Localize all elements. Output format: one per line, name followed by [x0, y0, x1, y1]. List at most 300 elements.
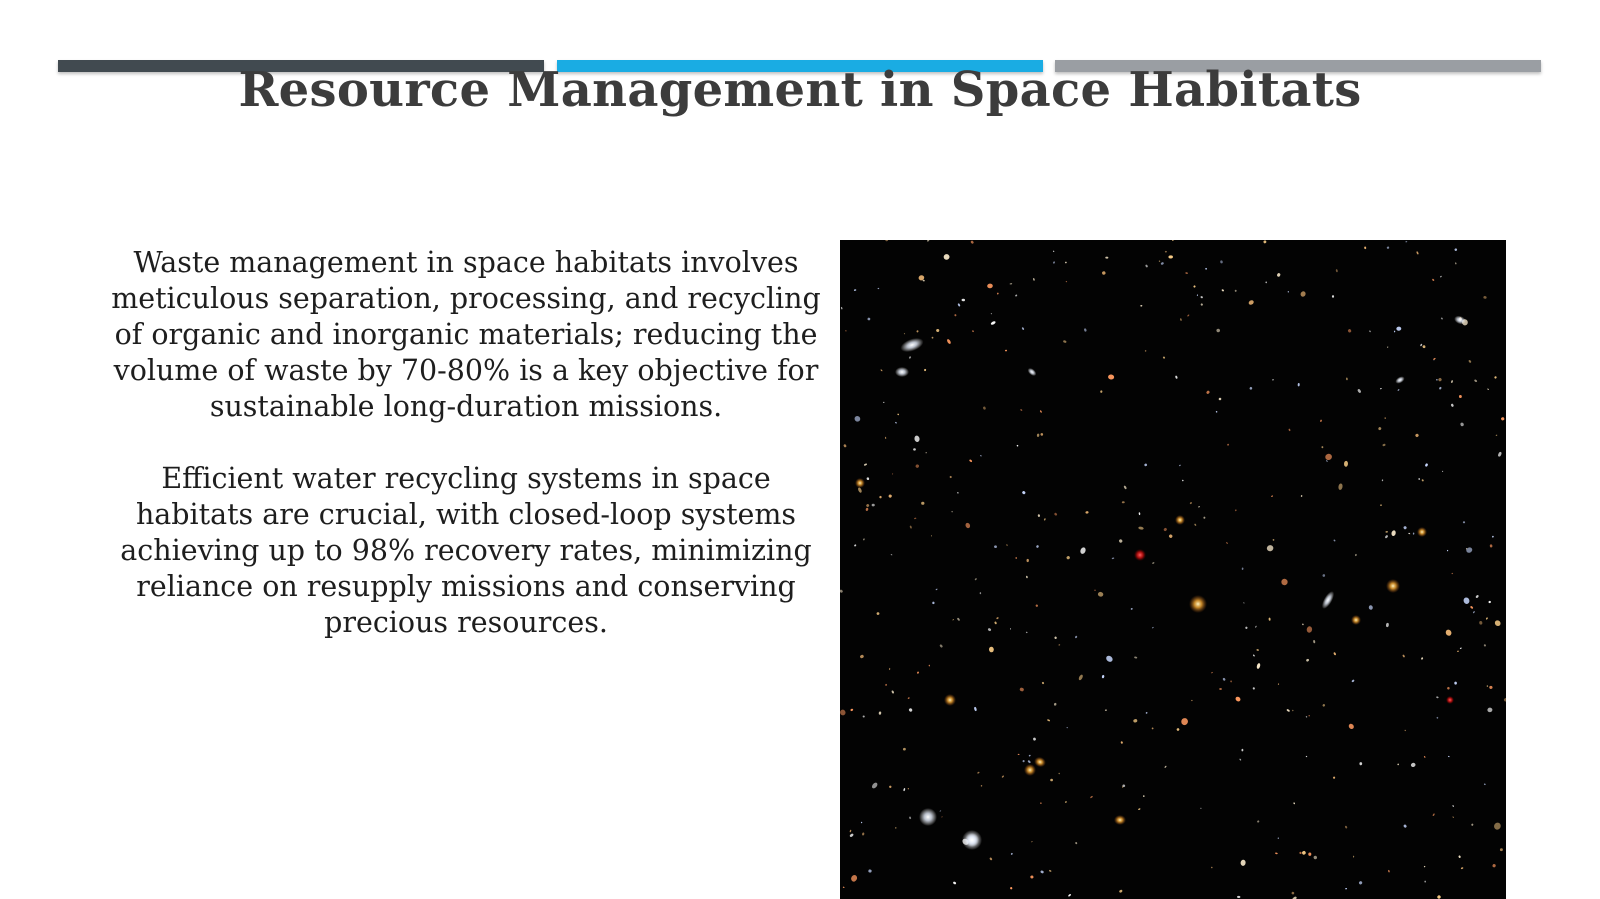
star [1222, 677, 1226, 681]
star [1451, 403, 1455, 407]
star [1203, 517, 1205, 519]
star [1255, 625, 1257, 627]
star [1275, 852, 1278, 854]
star [1457, 650, 1459, 652]
star [1134, 656, 1137, 659]
star [1044, 518, 1046, 521]
star [929, 665, 930, 667]
star [1494, 376, 1497, 379]
star [854, 544, 857, 547]
star [981, 785, 983, 787]
star [1382, 443, 1386, 446]
star [1378, 427, 1382, 431]
star [892, 473, 893, 474]
star [1040, 433, 1043, 436]
star [1194, 523, 1197, 526]
star [1346, 377, 1348, 380]
star [1018, 754, 1020, 755]
star [1403, 824, 1407, 828]
star [927, 240, 930, 242]
star [1344, 461, 1348, 467]
star [1021, 327, 1024, 330]
star [1308, 852, 1311, 855]
star [868, 869, 872, 873]
star [917, 671, 920, 674]
star [1227, 443, 1230, 446]
star [1256, 663, 1261, 670]
star [1394, 331, 1396, 333]
star [1473, 611, 1476, 614]
star [1105, 709, 1107, 710]
star [1474, 379, 1478, 382]
star [1380, 388, 1382, 390]
star [1385, 535, 1389, 539]
star [1230, 680, 1233, 683]
star [1242, 567, 1244, 570]
star [1220, 260, 1223, 263]
star [889, 785, 892, 788]
star [980, 455, 982, 457]
star [1049, 870, 1052, 873]
star [1422, 345, 1425, 348]
star [1293, 802, 1295, 804]
star [1197, 294, 1198, 296]
star [1500, 848, 1503, 851]
star [1100, 390, 1103, 393]
star [1235, 509, 1237, 511]
galaxy [1446, 696, 1454, 704]
star [1249, 387, 1252, 391]
star [939, 810, 941, 812]
star [913, 448, 916, 450]
paragraph-water: Efficient water recycling systems in space habitats are crucial, with closed-loop systems achieving up to 98% recovery rates, minimizing reliance on resupply missions and conserving precious resources. [120, 462, 812, 639]
star [1172, 240, 1174, 241]
star [1235, 290, 1237, 292]
star [1415, 433, 1420, 438]
star [1105, 654, 1114, 663]
star [974, 707, 977, 712]
star [1447, 687, 1450, 690]
star [1031, 841, 1033, 842]
star [916, 330, 919, 333]
star [1271, 495, 1273, 497]
galaxy-field-graphic [840, 240, 1506, 899]
star [1022, 760, 1025, 763]
star [1036, 545, 1039, 549]
star [1200, 296, 1203, 299]
star [1402, 654, 1405, 657]
star [840, 709, 846, 716]
galaxy [855, 478, 865, 488]
star [1345, 888, 1347, 890]
star [1452, 816, 1454, 818]
star [1152, 562, 1155, 564]
star [1027, 559, 1029, 562]
star [1245, 626, 1248, 629]
star [941, 816, 942, 818]
star [1240, 859, 1246, 866]
star [1487, 707, 1493, 712]
star [1075, 635, 1078, 638]
star [991, 313, 992, 314]
star [939, 644, 943, 648]
star [1143, 795, 1145, 797]
star [972, 330, 975, 333]
star [1436, 696, 1439, 698]
star [1009, 283, 1012, 285]
galaxy [1351, 615, 1361, 625]
star [1454, 682, 1457, 685]
star [840, 589, 843, 593]
star [1265, 281, 1267, 283]
star [1035, 604, 1038, 607]
star [1436, 717, 1438, 719]
star [1493, 821, 1502, 830]
star [1288, 428, 1291, 431]
star [1313, 640, 1315, 643]
star [1119, 889, 1123, 893]
star [1272, 379, 1274, 381]
star [1010, 853, 1013, 856]
star [854, 289, 857, 291]
star [1257, 820, 1260, 823]
star [1397, 763, 1399, 765]
star [1420, 343, 1423, 346]
star [1380, 504, 1382, 506]
star [1010, 887, 1013, 890]
star [885, 240, 888, 241]
star [1487, 685, 1489, 687]
galaxy [962, 830, 982, 850]
star [1206, 390, 1210, 394]
star [1084, 328, 1087, 332]
star [1291, 892, 1294, 895]
star [1105, 257, 1108, 259]
star [1468, 360, 1472, 364]
star [1391, 530, 1397, 537]
star [1348, 723, 1355, 730]
star [1347, 329, 1351, 334]
galaxy [1320, 589, 1337, 610]
star [1369, 330, 1372, 333]
star [1475, 594, 1479, 598]
star [876, 612, 879, 615]
star [1300, 290, 1307, 297]
star [989, 857, 992, 861]
star [904, 333, 906, 335]
star [1492, 864, 1496, 868]
star [1465, 546, 1473, 553]
star [1292, 710, 1294, 712]
star [1306, 716, 1308, 718]
star [1483, 644, 1486, 647]
star [1447, 550, 1449, 552]
star [849, 829, 851, 832]
star [890, 554, 892, 556]
star [1200, 303, 1203, 306]
star [1145, 712, 1147, 714]
star [1102, 675, 1105, 679]
star [1175, 375, 1178, 379]
star [895, 827, 896, 829]
star [932, 602, 934, 605]
star [1277, 273, 1281, 278]
galaxy [1386, 579, 1400, 593]
star [1301, 850, 1306, 855]
star [1200, 808, 1201, 809]
star [1179, 464, 1181, 466]
star [1404, 729, 1406, 731]
star [1016, 445, 1018, 447]
star [931, 535, 932, 536]
star [1243, 602, 1245, 604]
star [1133, 719, 1138, 723]
star [1451, 380, 1454, 383]
star [1432, 813, 1435, 816]
star [909, 356, 912, 359]
star [1098, 592, 1104, 598]
galaxy [944, 694, 956, 706]
star [1191, 700, 1193, 702]
star [1176, 728, 1180, 732]
star [996, 617, 999, 620]
star [1278, 683, 1280, 685]
star [1351, 679, 1355, 682]
star [1463, 521, 1465, 523]
star [888, 494, 892, 498]
star [1065, 801, 1067, 803]
star [1313, 855, 1317, 859]
star [1182, 480, 1184, 482]
body-text [108, 245, 824, 677]
star [1382, 479, 1384, 481]
star [1387, 346, 1389, 348]
star [1131, 608, 1133, 610]
star [849, 833, 854, 838]
star [1322, 704, 1325, 707]
star [1022, 490, 1026, 494]
star [1162, 356, 1165, 359]
star [1451, 573, 1453, 575]
star [1187, 314, 1190, 317]
star [974, 578, 977, 581]
star [994, 621, 997, 624]
star [1332, 295, 1334, 298]
star [915, 464, 920, 469]
star [1278, 837, 1279, 838]
star [1263, 240, 1267, 244]
star [1211, 672, 1213, 674]
star [1235, 696, 1242, 703]
star [878, 288, 880, 289]
star [895, 422, 898, 424]
star [1053, 261, 1055, 264]
star [1333, 776, 1336, 779]
star [1396, 326, 1401, 330]
star [1006, 544, 1008, 546]
star [1165, 251, 1167, 253]
star [1460, 422, 1464, 426]
star [850, 874, 858, 883]
star [1123, 485, 1127, 489]
star [1410, 762, 1416, 767]
star [1405, 241, 1407, 243]
star [1079, 547, 1086, 555]
star [1038, 514, 1040, 517]
star [977, 771, 980, 774]
star [853, 415, 861, 423]
star [1268, 618, 1270, 621]
star [1338, 483, 1343, 490]
star [1432, 278, 1435, 281]
galaxy [1394, 375, 1406, 385]
galaxy [1134, 549, 1146, 561]
star [1287, 291, 1289, 293]
star [1256, 649, 1259, 651]
star [1300, 495, 1302, 497]
star [1416, 251, 1419, 255]
star [1094, 589, 1095, 590]
star [1122, 501, 1125, 503]
galaxy [895, 367, 909, 377]
star [949, 475, 952, 478]
star [1145, 350, 1147, 352]
star [1219, 688, 1222, 690]
star [1033, 737, 1036, 741]
star [1503, 697, 1506, 702]
star [862, 832, 865, 835]
star [1452, 805, 1454, 807]
star [1063, 340, 1067, 343]
star [1384, 417, 1386, 419]
star [1324, 453, 1332, 461]
star [1299, 851, 1302, 854]
star [1138, 808, 1141, 810]
star [914, 435, 920, 442]
star [1322, 574, 1325, 577]
star [867, 317, 870, 320]
star [1085, 511, 1088, 514]
star [957, 492, 959, 494]
star [1321, 446, 1323, 448]
star [863, 538, 865, 540]
star [1471, 823, 1474, 826]
star [1027, 760, 1031, 764]
star [1454, 248, 1457, 251]
star [1333, 539, 1336, 542]
star [1237, 896, 1241, 898]
star [1198, 506, 1200, 508]
star [1010, 628, 1011, 630]
star [1019, 687, 1024, 692]
galaxy [899, 335, 926, 354]
star [1425, 463, 1429, 467]
star [980, 592, 982, 594]
star [1211, 866, 1213, 868]
galaxy [1175, 515, 1185, 525]
star [880, 369, 883, 372]
star [936, 329, 940, 333]
star [1030, 875, 1034, 878]
star [1090, 795, 1093, 798]
star [1345, 825, 1348, 828]
star [1492, 536, 1494, 538]
star [845, 330, 847, 332]
star [965, 522, 971, 529]
paragraph-waste: Waste management in space habitats involves meticulous separation, processing, and recycling of organic and inorganic materials; reducing the volume of waste by 70-80% is a key objective for sustainable long-duration missions. [111, 246, 821, 423]
star [1078, 674, 1084, 681]
star [990, 321, 996, 326]
star [1001, 775, 1004, 778]
star [1219, 398, 1222, 401]
star [1144, 463, 1148, 466]
galaxy [1114, 815, 1126, 825]
star [1488, 601, 1491, 604]
star [1439, 386, 1442, 389]
galaxy [1189, 595, 1207, 613]
star [866, 503, 870, 507]
star [908, 708, 913, 713]
star [1479, 621, 1483, 625]
star [1286, 709, 1290, 712]
star [1368, 605, 1373, 610]
star [1403, 526, 1407, 530]
star [1455, 262, 1457, 264]
star [1120, 741, 1123, 744]
star [907, 697, 910, 700]
star [866, 477, 869, 480]
star [1355, 554, 1357, 556]
star [951, 511, 953, 513]
star [897, 413, 899, 415]
star [1040, 802, 1042, 804]
star [1050, 779, 1053, 782]
star [1068, 894, 1072, 897]
galaxy [1417, 527, 1427, 537]
galaxy [1026, 366, 1038, 377]
star [1026, 576, 1028, 579]
star [1066, 281, 1068, 282]
star [1353, 856, 1355, 858]
deep-field-image [840, 240, 1506, 899]
star [1160, 262, 1164, 266]
star [1397, 389, 1400, 392]
star [889, 668, 891, 670]
star [1040, 410, 1043, 413]
star [843, 444, 847, 448]
star [1168, 534, 1173, 539]
star [957, 617, 961, 621]
star [1185, 272, 1188, 274]
star [843, 886, 845, 888]
star [1168, 255, 1173, 258]
star [1058, 773, 1060, 775]
star [997, 292, 999, 294]
star [935, 588, 937, 590]
star [1306, 658, 1310, 662]
star [994, 545, 997, 548]
star [885, 437, 887, 439]
star [1273, 539, 1275, 541]
star [1075, 842, 1078, 845]
star [903, 788, 905, 791]
star [1066, 555, 1071, 559]
star [1490, 544, 1493, 547]
star [841, 307, 843, 310]
star [1180, 717, 1189, 726]
star [1252, 687, 1255, 690]
star [1445, 629, 1453, 637]
